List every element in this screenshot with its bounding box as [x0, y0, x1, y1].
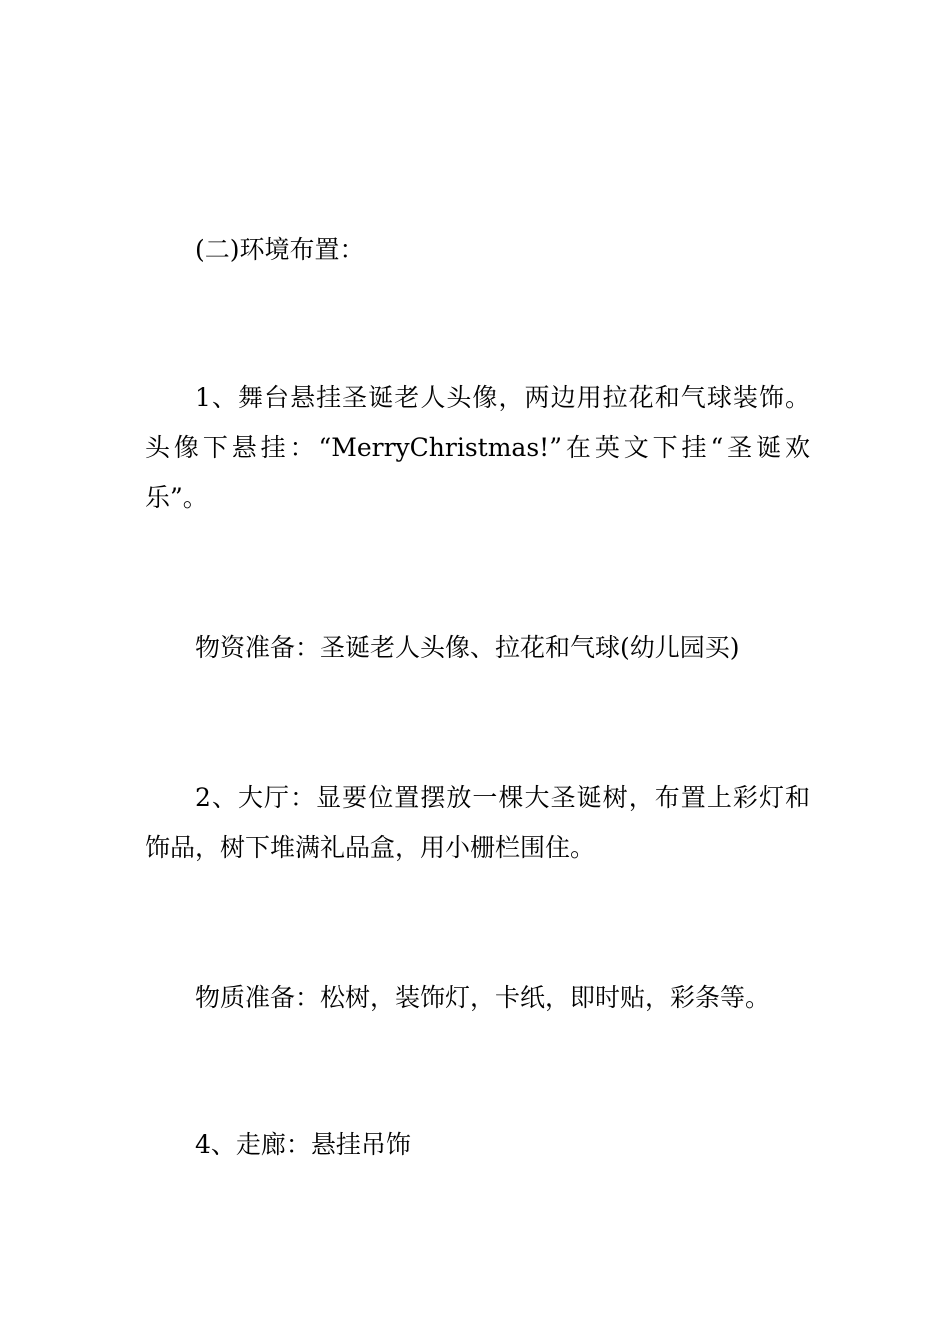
paragraph-stage-decoration: 1、舞台悬挂圣诞老人头像，两边用拉花和气球装饰。头像下悬挂：“MerryChristmas!”在英文下挂“圣诞欢乐”。: [145, 383, 810, 512]
paragraph-stage-materials: 物资准备：圣诞老人头像、拉花和气球(幼儿园买): [195, 633, 740, 662]
paragraph-corridor-decoration: 4、走廊：悬挂吊饰: [195, 1130, 411, 1159]
section-heading: (二)环境布置：: [195, 235, 365, 264]
paragraph-hall-materials: 物质准备：松树，装饰灯，卡纸，即时贴，彩条等。: [195, 983, 771, 1012]
paragraph-hall-decoration: 2、大厅：显要位置摆放一棵大圣诞树，布置上彩灯和饰品，树下堆满礼品盒，用小栅栏围住。: [145, 783, 810, 862]
